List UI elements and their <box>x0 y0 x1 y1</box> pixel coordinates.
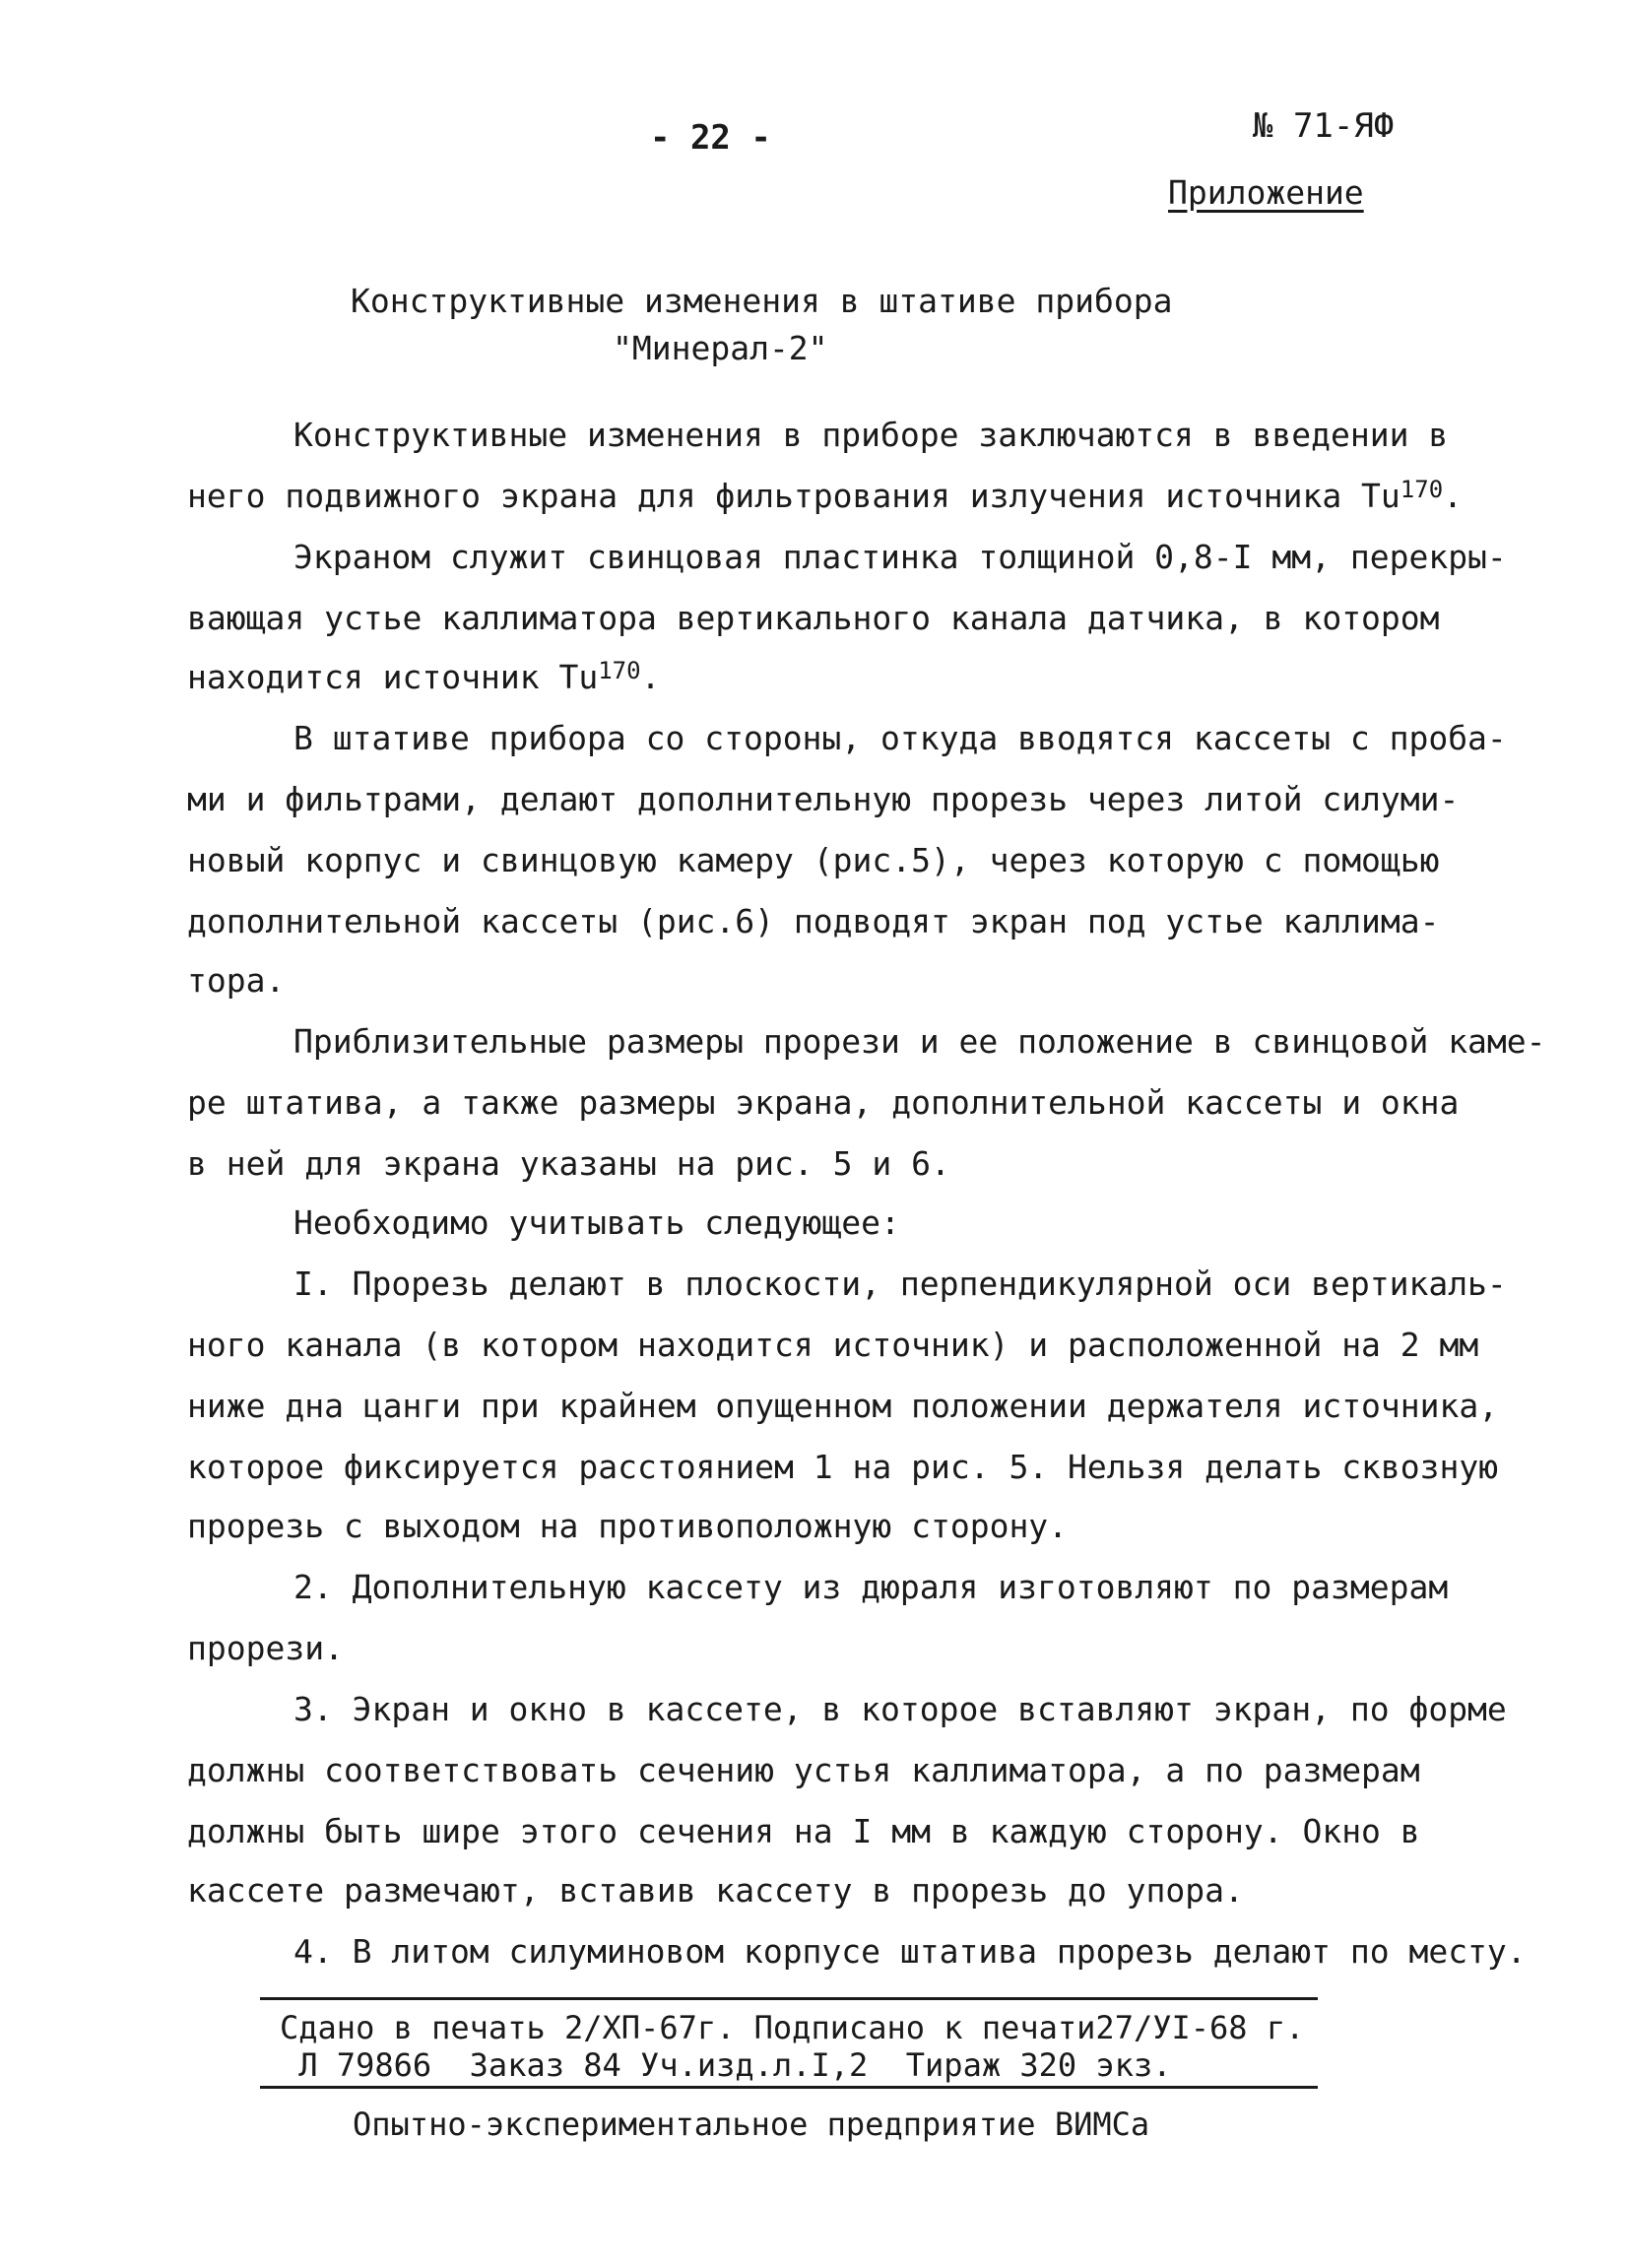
paragraph-4-line-2: ре штатива, а также размеры экрана, дополнительной кассеты и окна <box>187 1083 1460 1122</box>
imprint-bottom-rule <box>260 2086 1318 2089</box>
paragraph-2-line-1: Экраном служит свинцовая пластинка толщиной 0,8-I мм, перекры- <box>293 538 1507 576</box>
paragraph-2-line-3-end: . <box>640 658 661 696</box>
item-1-line-3: ниже дна цанги при крайнем опущенном положении держателя источника, <box>187 1387 1499 1425</box>
item-3-line-2: должны соответствовать сечению устья каллиматора, а по размерам <box>187 1751 1420 1789</box>
paragraph-1-line-2 <box>187 477 1463 515</box>
paragraph-3-line-1: В штативе прибора со стороны, откуда вводятся кассеты с проба- <box>293 719 1507 757</box>
paragraph-1-line-2-text: него подвижного экрана для фильтрования излучения источника Tu <box>187 477 1400 515</box>
item-2-line-1: 2. Дополнительную кассету из дюраля изготовляют по размерам <box>293 1568 1449 1606</box>
item-3-line-4: кассете размечают, вставив кассету в прорезь до упора. <box>187 1871 1244 1910</box>
imprint-line-2: Л 79866 Заказ 84 Уч.изд.л.I,2 Тираж 320 экз. <box>280 2046 1172 2084</box>
item-1-line-2: ного канала (в котором находится источник) и расположенной на 2 мм <box>187 1326 1479 1364</box>
paragraph-2-line-3 <box>187 658 660 696</box>
item-1-line-5: прорезь с выходом на противоположную сторону. <box>187 1507 1069 1545</box>
item-4: 4. В литом силуминовом корпусе штатива прорезь делают по месту. <box>293 1932 1527 1971</box>
paragraph-1-line-1: Конструктивные изменения в приборе заключаются в введении в <box>293 416 1449 454</box>
paragraph-2-line-2: вающая устье каллиматора вертикального канала датчика, в котором <box>187 599 1440 637</box>
printing-house: Опытно-экспериментальное предприятие ВИМСа <box>353 2106 1150 2143</box>
paragraph-3-line-4: дополнительной кассеты (рис.6) подводят экран под устье каллима- <box>187 902 1440 940</box>
appendix-label: Приложение <box>1168 173 1364 212</box>
imprint-top-rule <box>260 1997 1318 2000</box>
title-line-1: Конструктивные изменения в штативе прибора <box>351 282 1173 320</box>
item-2-line-2: прорези. <box>187 1629 344 1667</box>
paragraph-2-line-3-text: находится источник Tu <box>187 658 599 696</box>
item-3-line-3: должны быть шире этого сечения на I мм в каждую сторону. Окно в <box>187 1812 1420 1850</box>
item-1-line-4: которое фиксируется расстоянием 1 на рис. 5. Нельзя делать сквозную <box>187 1448 1499 1486</box>
page-number: - 22 - <box>650 118 771 158</box>
title-line-2: "Минерал-2" <box>613 329 828 367</box>
item-3-line-1: 3. Экран и окно в кассете, в которое вставляют экран, по форме <box>293 1690 1507 1728</box>
imprint-line-1: Сдано в печать 2/ХП-67г. Подписано к печати27/УI-68 г. <box>280 2009 1305 2046</box>
isotope-superscript: 170 <box>598 657 641 684</box>
paragraph-4-line-3: в ней для экрана указаны на рис. 5 и 6. <box>187 1144 950 1183</box>
paragraph-4-line-1: Приблизительные размеры прорези и ее положение в свинцовой каме- <box>293 1022 1546 1061</box>
paragraph-3-line-2: ми и фильтрами, делают дополнительную прорезь через литой силуми- <box>187 780 1460 818</box>
paragraph-1-line-2-end: . <box>1443 477 1464 515</box>
isotope-superscript: 170 <box>1400 476 1444 503</box>
paragraph-5: Необходимо учитывать следующее: <box>293 1203 900 1242</box>
item-1-line-1: I. Прорезь делают в плоскости, перпендикулярной оси вертикаль- <box>293 1264 1507 1303</box>
paragraph-3-line-3: новый корпус и свинцовую камеру (рис.5), через которую с помощью <box>187 841 1440 879</box>
document-number: № 71-ЯФ <box>1253 106 1395 146</box>
paragraph-3-line-5: тора. <box>187 961 286 1000</box>
